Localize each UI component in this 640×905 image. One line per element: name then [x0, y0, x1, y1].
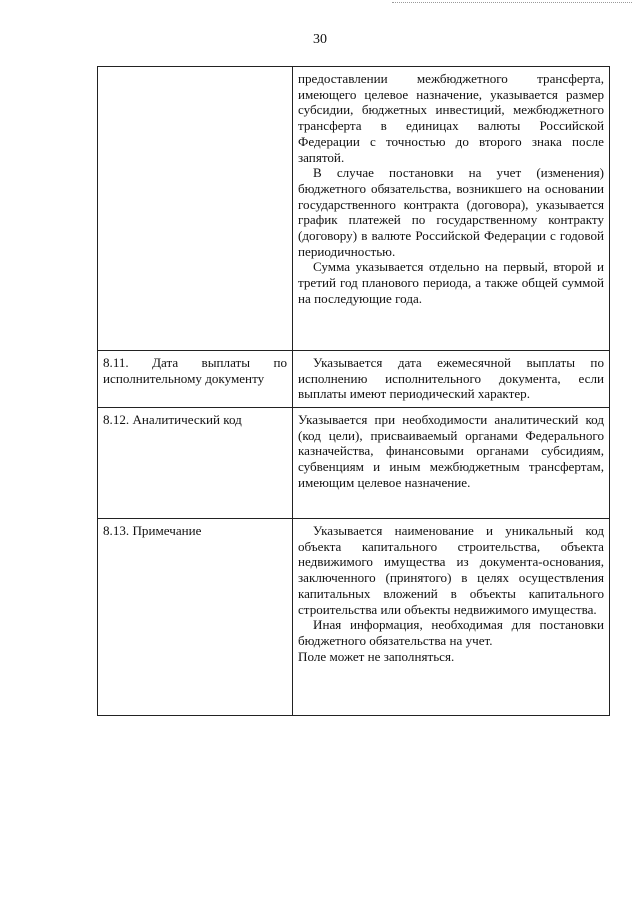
table-row [98, 351, 610, 408]
description-paragraph: Сумма указывается отдельно на первый, второй и третий год планового периода, а также общей суммой на последующие года. [298, 259, 604, 306]
description-paragraph: В случае постановки на учет (изменения) бюджетного обязательства, возникшего на основании государственного контракта (договора), указывается график платежей по государственному контракту (договору) в валюте Российской Федерации с годовой периодичностью. [298, 165, 604, 259]
field-description-cell [293, 351, 610, 408]
description-paragraph: предоставлении межбюджетного трансферта, имеющего целевое назначение, указывается размер субсидии, бюджетных инвестиций, межбюджетного трансферта в единицах валюты Российской Федерации с точностью до второго знака после запятой. [298, 71, 604, 165]
field-name: 8.11. Дата выплаты по исполнительному документу [103, 355, 287, 386]
table-row [98, 408, 610, 519]
field-description-cell [293, 519, 610, 716]
description-paragraph: Поле может не заполняться. [298, 648, 455, 664]
field-description-cell [293, 408, 610, 519]
description-paragraph: Указывается наименование и уникальный код объекта капитального строительства, объекта недвижимого имущества из документа-основания, заключенного (принятого) в целях осуществления капитальных вложений в объекты капитального строительства или объекты недвижимого имущества. [298, 523, 604, 617]
field-name-cell [98, 408, 293, 519]
description-paragraph: Иная информация, необходимая для постановки бюджетного обязательства на учет. [298, 617, 604, 648]
table-row [98, 519, 610, 716]
description-paragraph: Указывается при необходимости аналитический код (код цели), присваиваемый органами Федерального казначейства, финансовыми органами субсидиям, субвенциям и иным межбюджетным трансфертам, имеющим целевое назначение. [298, 412, 604, 490]
description-paragraph: Указывается дата ежемесячной выплаты по исполнению исполнительного документа, если выплаты имеют периодический характер. [298, 355, 604, 402]
field-name: 8.13. Примечание [103, 523, 202, 538]
field-name-cell [98, 67, 293, 351]
field-name-cell [98, 351, 293, 408]
field-name: 8.12. Аналитический код [103, 412, 242, 427]
field-description-cell [293, 67, 610, 351]
top-edge-rule [392, 2, 632, 3]
field-name-cell [98, 519, 293, 716]
table-row [98, 67, 610, 351]
page-number: 30 [313, 32, 327, 47]
field-description-table [97, 66, 610, 716]
